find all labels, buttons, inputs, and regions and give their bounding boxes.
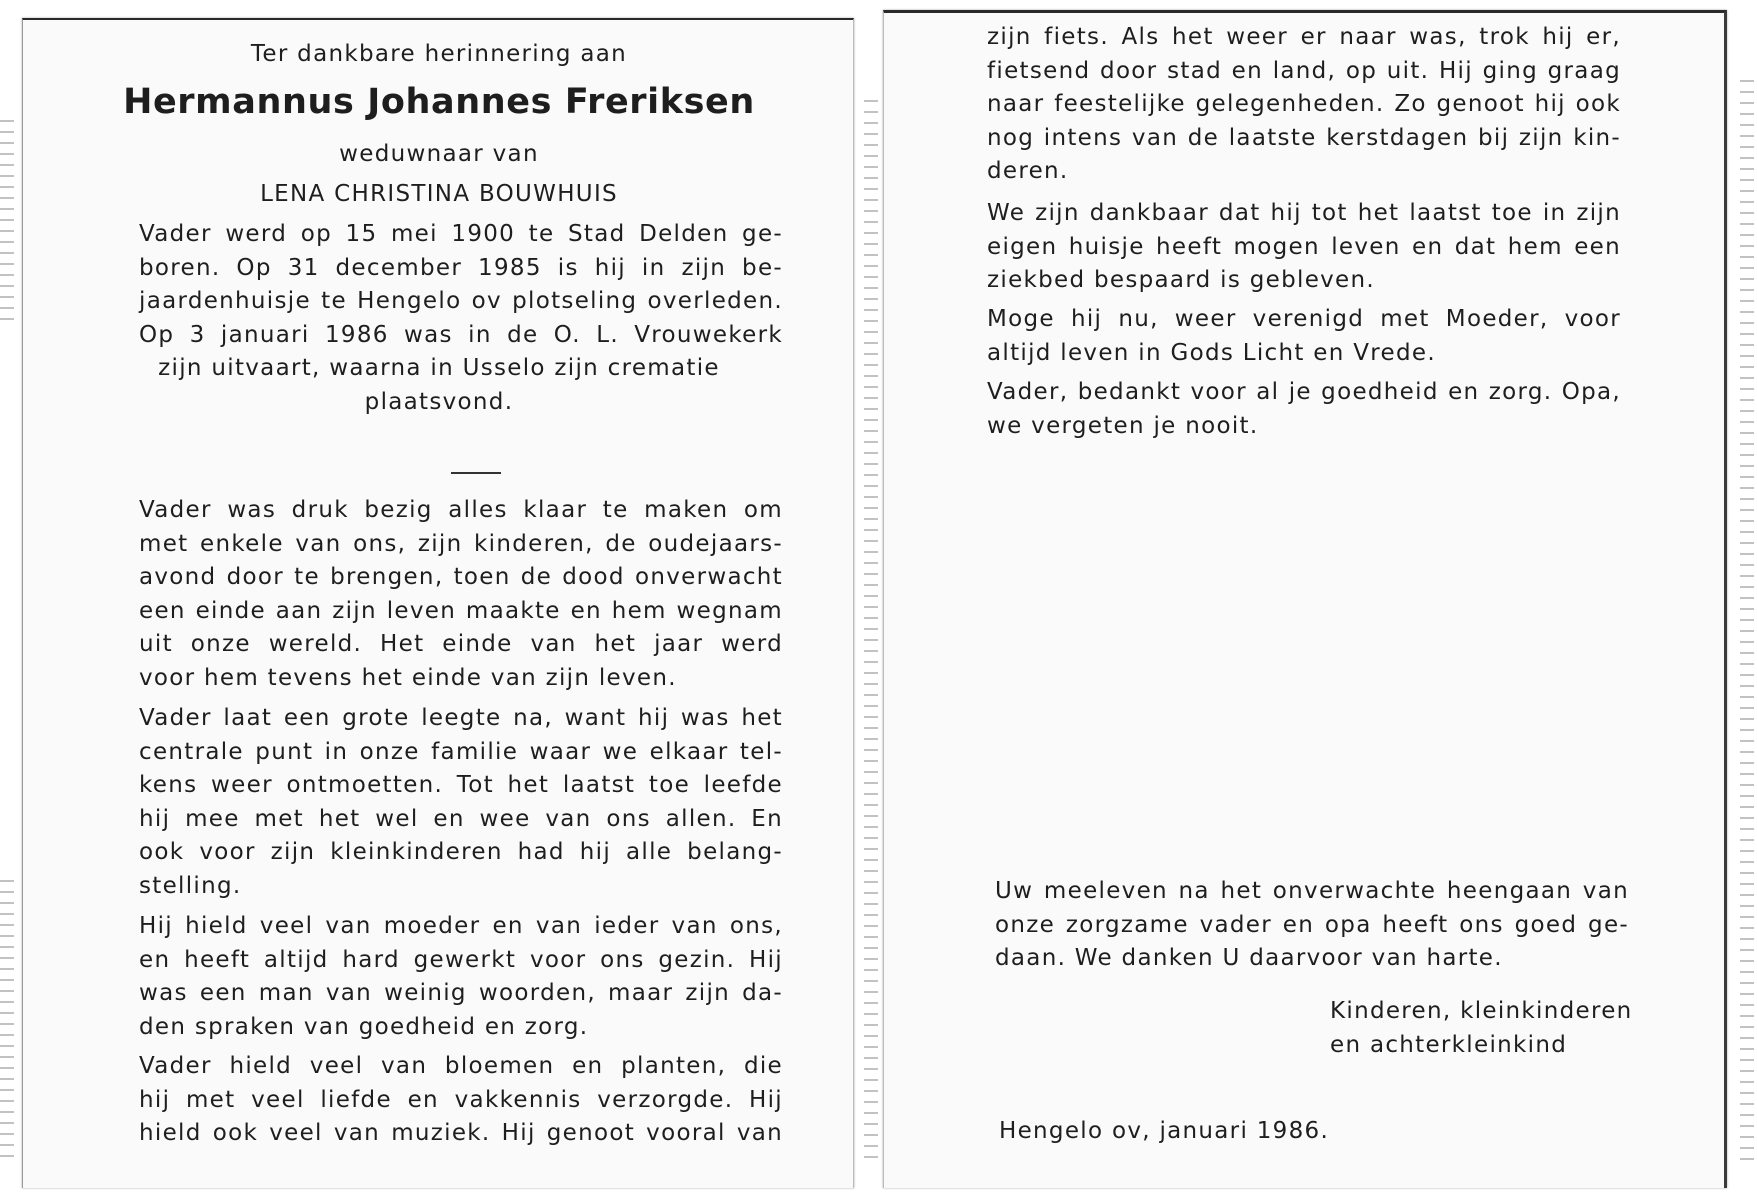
paragraph-line: hield ook veel van muziek. Hij genoot vooral van (139, 1120, 783, 1146)
paragraph-line: Vader hield veel van bloemen en planten, die (139, 1053, 783, 1079)
paragraph-line: een einde aan zijn leven maakte en hem wegnam (139, 597, 783, 624)
paragraph-line: Vader was druk bezig alles klaar te maken om (139, 497, 783, 523)
paragraph-4 (139, 1050, 783, 1151)
signature-line: Kinderen, kleinkinderen (1330, 998, 1633, 1024)
bio-line: Vader werd op 15 mei 1900 te Stad Delden ge- (139, 221, 783, 247)
paragraph-line: Vader, bedankt voor al je goedheid en zorg. Opa, (987, 379, 1621, 405)
paragraph-line: fietsend door stad en land, op uit. Hij ging graag (987, 57, 1621, 84)
thanks-paragraph (995, 875, 1629, 976)
paragraph-2 (139, 702, 783, 903)
scan-marks-right (1740, 80, 1754, 1160)
paragraph-line: onze zorgzame vader en opa heeft ons goed ge- (995, 911, 1629, 938)
signature-line: en achterkleinkind (1330, 1031, 1568, 1058)
paragraph-line: centrale punt in onze familie waar we elkaar tel- (139, 738, 783, 765)
paragraph-line: Moge hij nu, weer verenigd met Moeder, voor (987, 306, 1621, 332)
paragraph-line: eigen huisje heeft mogen leven en dat hem een (987, 233, 1621, 260)
paragraph-line: Vader laat een grote leegte na, want hij was het (139, 705, 783, 731)
farewell-paragraph (987, 376, 1621, 443)
paragraph-line: ook voor zijn kleinkinderen had hij alle belang- (139, 839, 783, 865)
paragraph-line: stelling. (139, 872, 242, 899)
bio-paragraph (139, 218, 783, 352)
paragraph-line: We zijn dankbaar dat hij tot het laatst toe in zijn (987, 200, 1621, 226)
continued-paragraph (987, 21, 1621, 189)
scan-marks-left-lower (0, 880, 14, 1160)
paragraph-line: Uw meeleven na het onverwachte heengaan van (995, 878, 1629, 904)
signature-block (1330, 995, 1633, 1062)
paragraph-line: hij mee met het wel en wee van ons allen. En (139, 805, 783, 832)
paragraph-3 (139, 910, 783, 1044)
deceased-name: Hermannus Johannes Freriksen (123, 82, 755, 122)
bio-line: plaatsvond. (364, 388, 514, 415)
bio-line: Op 3 januari 1986 was in de O. L. Vrouwekerk (139, 321, 783, 348)
bio-line: zijn uitvaart, waarna in Usselo zijn crematie (158, 355, 720, 381)
paragraph-line: we vergeten je nooit. (987, 412, 1259, 439)
paragraph-line: met enkele van ons, zijn kinderen, de oudejaars- (139, 530, 783, 557)
paragraph-line: voor hem tevens het einde van zijn leven. (139, 664, 677, 691)
paragraph-line: ziekbed bespaard is gebleven. (987, 267, 1376, 293)
bio-paragraph-end (23, 352, 855, 419)
paragraph-line: nog intens van de laatste kerstdagen bij zijn kin- (987, 124, 1621, 151)
section-divider (451, 472, 501, 474)
left-page (22, 18, 854, 1188)
bio-line: jaardenhuisje te Hengelo ov plotseling overleden. (139, 288, 783, 314)
paragraph-line: kens weer ontmoetten. Tot het laatst toe leefde (139, 772, 783, 798)
paragraph-line: uit onze wereld. Het einde van het jaar werd (139, 631, 783, 657)
paragraph-line: Hij hield veel van moeder en van ieder van ons, (139, 913, 783, 939)
relation-line: weduwnaar van (339, 141, 539, 167)
scan-marks-left (0, 120, 14, 320)
place-date: Hengelo ov, januari 1986. (999, 1118, 1330, 1144)
paragraph-line: daan. We danken U daarvoor van harte. (995, 945, 1503, 971)
intro-line: Ter dankbare herinnering aan (250, 41, 628, 67)
spouse-name: LENA CHRISTINA BOUWHUIS (260, 181, 618, 207)
paragraph-line: deren. (987, 158, 1069, 184)
paragraph-line: zijn fiets. Als het weer er naar was, trok hij er, (987, 24, 1621, 50)
paragraph-line: avond door te brengen, toen de dood onverwacht (139, 564, 783, 590)
paragraph-1 (139, 494, 783, 695)
scan-marks-gutter (864, 100, 878, 1160)
gratitude-paragraph (987, 197, 1621, 298)
paragraph-line: en heeft altijd hard gewerkt voor ons gezin. Hij (139, 946, 783, 973)
blessing-paragraph (987, 303, 1621, 370)
paragraph-line: was een man van weinig woorden, maar zijn da- (139, 980, 783, 1006)
bio-line: boren. Op 31 december 1985 is hij in zijn be- (139, 254, 783, 281)
paragraph-line: naar feestelijke gelegenheden. Zo genoot hij ook (987, 91, 1621, 117)
right-page (883, 10, 1727, 1188)
paragraph-line: den spraken van goedheid en zorg. (139, 1013, 589, 1040)
paragraph-line: hij met veel liefde en vakkennis verzorgde. Hij (139, 1086, 783, 1113)
paragraph-line: altijd leven in Gods Licht en Vrede. (987, 339, 1436, 366)
